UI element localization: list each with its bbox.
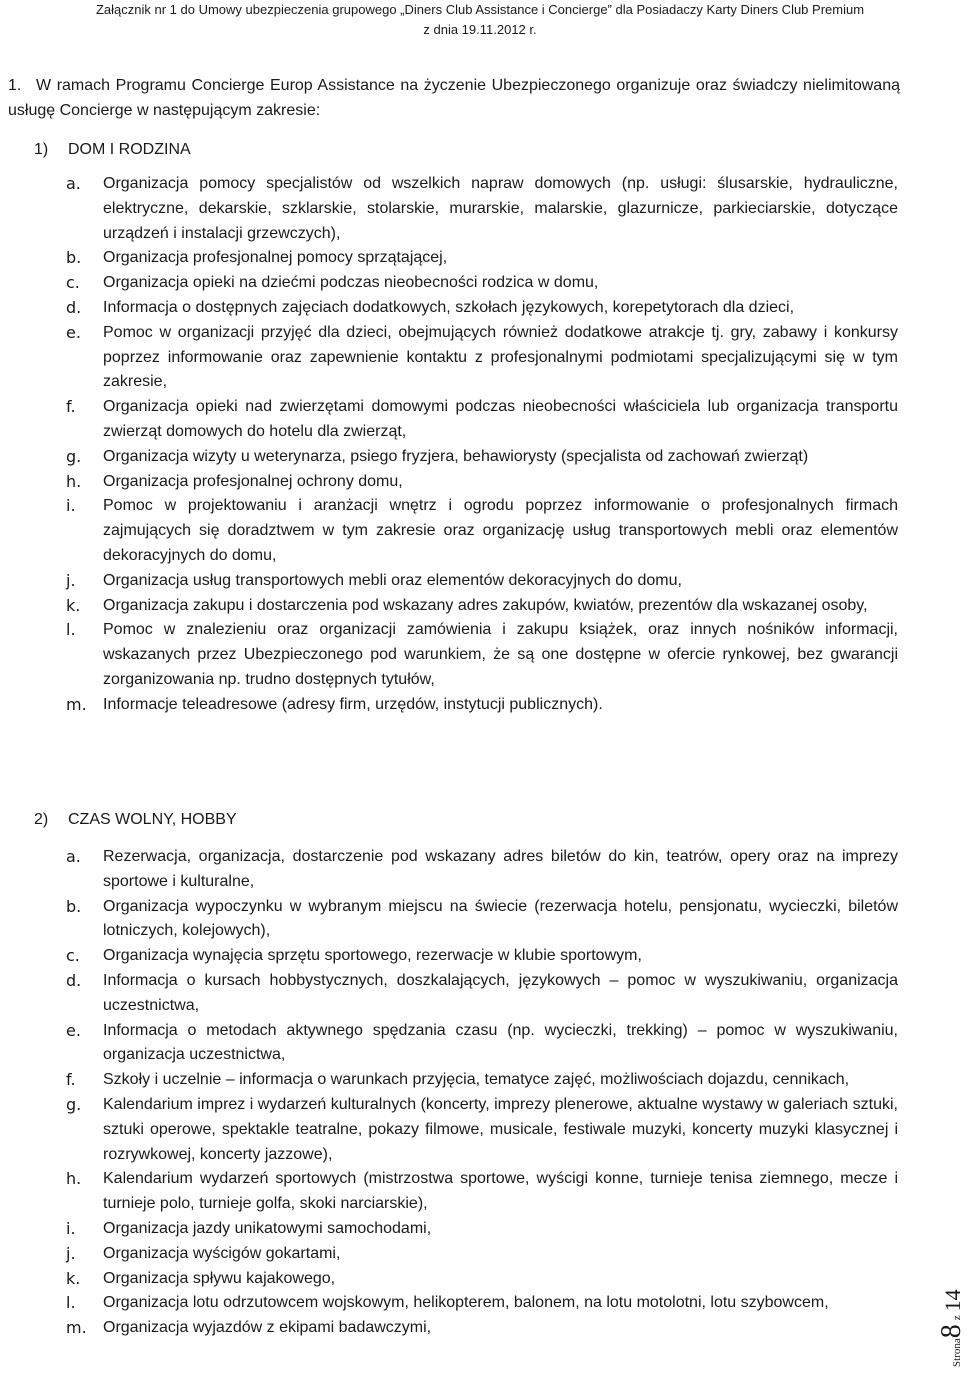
list-item [66, 944, 898, 969]
header-line-2: z dnia 19.11.2012 r. [423, 22, 537, 37]
list-item-text: Kalendarium wydarzeń sportowych (mistrzostwa sportowe, wyścigi konne, turnieje tenisa ziemnego, mecze i turnieje polo, turnieje golfa, skoki narciarskie), [103, 1170, 898, 1213]
list-item [66, 1068, 898, 1093]
list-item [66, 969, 898, 1019]
list-item-letter: h. [66, 1169, 82, 1189]
section-1-number: 1) [34, 141, 49, 158]
list-item [66, 594, 898, 619]
list-item-text: Organizacja opieki na dziećmi podczas nieobecności rodzica w domu, [103, 274, 599, 292]
list-item [66, 395, 898, 445]
list-item-letter: m. [66, 1318, 87, 1338]
list-item [66, 1291, 898, 1316]
list-item-letter: k. [66, 1268, 81, 1288]
list-item-letter: j. [66, 570, 76, 590]
list-item-letter: a. [66, 174, 81, 193]
list-item-letter: g. [66, 1094, 82, 1114]
list-item-text: Organizacja wypoczynku w wybranym miejscu na świecie (rezerwacja hotelu, pensjonatu, wycieczki, biletów lotniczych, kolejowych), [103, 897, 898, 940]
section-1-title: DOM I RODZINA [68, 141, 191, 158]
list-item [66, 172, 898, 246]
list-item-text: Organizacja usług transportowych mebli oraz elementów dekoracyjnych do domu, [103, 571, 682, 589]
list-item-letter: e. [66, 1020, 81, 1040]
list-item-text: Pomoc w znalezieniu oraz organizacji zamówienia i zakupu książek, oraz innych nośników informacji, wskazanych przez Ubezpieczonego pod warunkiem, że są one dostępne w ofercie rynkowej, bez gwarancji zorganizowania np. trudno dostępnych tytułów, [103, 621, 898, 688]
intro-paragraph [8, 73, 900, 123]
list-item-text: Organizacja wyścigów gokartami, [103, 1244, 341, 1262]
list-item-text: Pomoc w projektowaniu i aranżacji wnętrz i ogrodu poprzez informowanie o profesjonalnych firmach zajmujących się doradztwem w tym zakresie oraz organizację usług transportowych mebli oraz elementów dekoracyjnych do domu, [103, 497, 898, 564]
intro-number: 1. [8, 77, 22, 94]
list-item-text: Organizacja opieki nad zwierzętami domowymi podczas nieobecności właściciela lub organizacja transportu zwierząt domowych do hotelu dla zwierząt, [103, 398, 898, 440]
list-item-text: Szkoły i uczelnie – informacja o warunkach przyjęcia, tematyce zajęć, możliwościach dojazdu, cennikach, [103, 1071, 850, 1089]
list-item [66, 1316, 898, 1341]
list-item-letter: l. [66, 620, 76, 640]
of-label: z [951, 1315, 963, 1321]
list-item-letter: l. [66, 1293, 76, 1313]
list-item-text: Organizacja spływu kajakowego, [103, 1269, 336, 1287]
list-item-letter: g. [66, 446, 82, 466]
list-item-letter: d. [66, 297, 82, 317]
list-item [66, 445, 898, 470]
list-item-letter: e. [66, 322, 81, 342]
list-item [66, 470, 898, 495]
list-item-text: Organizacja pomocy specjalistów od wszelkich napraw domowych (np. usługi: ślusarskie, hydrauliczne, elektryczne, dekarskie, szklarskie, stolarskie, murarskie, malarskie, glazurnicze, parkieciarskie, dotyczące urządzeń i instalacji grzewczych), [103, 175, 898, 242]
document-header [0, 0, 960, 40]
list-item [66, 693, 898, 718]
list-item-letter: b. [66, 896, 82, 916]
list-item [66, 845, 898, 895]
list-item-text: Kalendarium imprez i wydarzeń kulturalnych (koncerty, imprezy plenerowe, aktualne wystawy w galeriach sztuki, sztuki operowe, spektakle teatralne, pokazy filmowe, musicale, festiwale muzyki, koncerty muzyki klasycznej i rozrywkowej, koncerty jazzowe), [103, 1095, 898, 1163]
header-line-1: Załącznik nr 1 do Umowy ubezpieczenia grupowego „Diners Club Assistance i Concierge” dla Posiadaczy Karty Diners Club Premium [95, 2, 865, 17]
page-total: 14 [940, 1289, 965, 1312]
list-item [66, 271, 898, 296]
list-item [66, 321, 898, 395]
list-item-letter: k. [66, 595, 81, 615]
list-item-text: Organizacja lotu odrzutowcem wojskowym, helikopterem, balonem, na lotu motolotni, lotu szybowcem, [103, 1294, 829, 1312]
page-label: Strona [951, 1338, 963, 1367]
section-1-list [66, 172, 898, 718]
page-number: 8 [936, 1324, 967, 1339]
list-item-letter: j. [66, 1243, 76, 1263]
list-item [66, 494, 898, 568]
list-item [66, 1267, 898, 1292]
list-item-text: Informacja o kursach hobbystycznych, doszkalających, językowych – pomoc w wyszukiwaniu, organizacja uczestnictwa, [103, 971, 898, 1014]
list-item-letter: f. [66, 397, 76, 417]
list-item-text: Organizacja wyjazdów z ekipami badawczymi, [103, 1319, 432, 1337]
section-2-heading [34, 807, 237, 832]
list-item-text: Rezerwacja, organizacja, dostarczenie pod wskazany adres biletów do kin, teatrów, opery oraz na imprezy sportowe i kulturalne, [103, 848, 898, 890]
list-item-letter: i. [66, 496, 76, 516]
section-2-title: CZAS WOLNY, HOBBY [68, 811, 237, 828]
list-item-text: Informacja o dostępnych zajęciach dodatkowych, szkołach językowych, korepetytorach dla dzieci, [103, 298, 795, 316]
list-item-text: Organizacja profesjonalnej pomocy sprzątającej, [103, 249, 448, 267]
list-item [66, 1242, 898, 1267]
section-2-number: 2) [34, 811, 49, 828]
list-item [66, 1093, 898, 1167]
list-item [66, 246, 898, 271]
list-item-text: Organizacja zakupu i dostarczenia pod wskazany adres zakupów, kwiatów, prezentów dla wskazanej osoby, [103, 596, 868, 614]
list-item [66, 618, 898, 692]
list-item-letter: c. [66, 946, 80, 966]
list-item-letter: a. [66, 847, 81, 866]
list-item-text: Pomoc w organizacji przyjęć dla dzieci, obejmujących również dodatkowe atrakcje tj. gry, zabawy i konkursy poprzez informowanie oraz zapewnienie kontaktu z profesjonalnymi podmiotami specjalizującymi się w tym zakresie, [103, 323, 898, 391]
list-item-text: Organizacja wizyty u weterynarza, psiego fryzjera, behawiorysty (specjalista od zachowań zwierząt) [103, 447, 809, 465]
list-item-letter: d. [66, 970, 82, 990]
list-item-text: Informacja o metodach aktywnego spędzania czasu (np. wycieczki, trekking) – pomoc w wyszukiwaniu, organizacja uczestnictwa, [103, 1021, 898, 1064]
list-item [66, 1167, 898, 1217]
list-item-letter: h. [66, 471, 82, 491]
section-1-heading [34, 137, 191, 162]
page-footer [926, 1289, 967, 1399]
list-item [66, 1217, 898, 1242]
page-number-label [936, 1289, 968, 1367]
list-item-letter: m. [66, 694, 87, 714]
list-item [66, 1019, 898, 1069]
list-item [66, 296, 898, 321]
list-item-letter: f. [66, 1070, 76, 1090]
list-item-text: Organizacja profesjonalnej ochrony domu, [103, 472, 403, 490]
list-item [66, 569, 898, 594]
intro-text: W ramach Programu Concierge Europ Assistance na życzenie Ubezpieczonego organizuje oraz świadczy nielimitowaną usługę Concierge w następującym zakresie: [8, 77, 900, 119]
list-item-letter: i. [66, 1218, 76, 1238]
list-item [66, 895, 898, 945]
section-2-list [66, 845, 898, 1341]
list-item-letter: c. [66, 273, 80, 293]
list-item-letter: b. [66, 248, 82, 268]
list-item-text: Organizacja wynajęcia sprzętu sportowego, rezerwacje w klubie sportowym, [103, 947, 642, 965]
list-item-text: Informacje teleadresowe (adresy firm, urzędów, instytucji publicznych). [103, 695, 603, 713]
list-item-text: Organizacja jazdy unikatowymi samochodami, [103, 1219, 432, 1237]
